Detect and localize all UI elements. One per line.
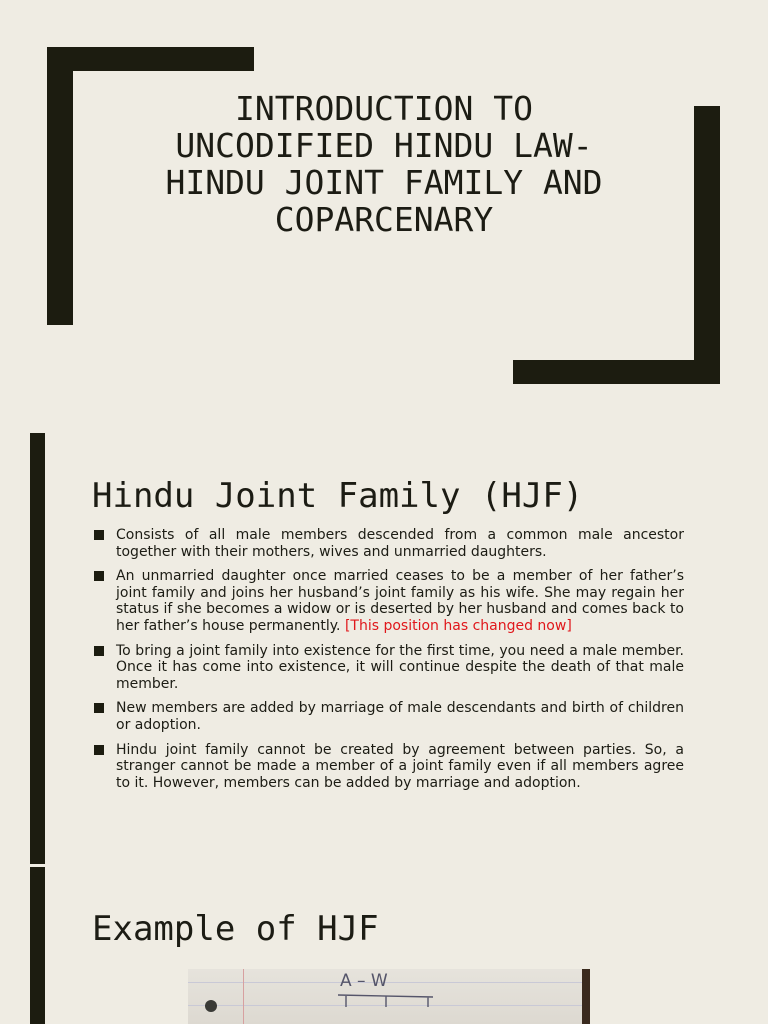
bullet-item [92,568,684,634]
family-tree-photo [188,969,590,1024]
bullet-text: New members are added by marriage of male descendants and birth of children or adoption. [116,700,684,733]
square-bullet-icon [94,745,104,755]
square-bullet-icon [94,571,104,581]
frame-bar-top-left-vertical [47,47,73,325]
bullet-item [92,700,684,733]
square-bullet-icon [94,703,104,713]
slide-accent-bar [30,433,45,864]
bullet-text: An unmarried daughter once married ceases to be a member of her father’s joint family and joins her husband’s joint family as his wife. She may regain her status if she becomes a widow or is deserted by her husband and comes back to her father’s house permanently. [116,568,684,634]
slide-title-line: UNCODIFIED HINDU LAW- [175,126,593,165]
tree-branch-lines [338,995,433,1007]
frame-bar-bottom-right-horizontal [513,360,720,384]
bullet-text: To bring a joint family into existence for the first time, you need a male member. Once it has come into existence, it will continue despite the death of that male member. [116,642,684,692]
slide-accent-bar [30,867,45,1024]
bullet-text: Hindu joint family cannot be created by agreement between parties. So, a stranger cannot be made a member of a joint family even if all members agree to it. However, members can be added by marriage and adoption. [116,741,684,791]
example-heading: Example of HJF [92,909,379,949]
slide-title-line: INTRODUCTION TO [234,89,533,128]
handwritten-text: A – W [340,971,388,991]
bullet-text: Consists of all male members descended from a common male ancestor together with their mothers, wives and unmarried daughters. [116,527,684,560]
bullet-item [92,742,684,792]
hjf-heading: Hindu Joint Family (HJF) [92,476,584,516]
bullet-item [92,527,684,560]
square-bullet-icon [94,646,104,656]
frame-bar-top-left-horizontal [47,47,254,71]
frame-bar-bottom-right-vertical [694,106,720,384]
bullet-highlight: [This position has changed now] [344,617,572,634]
slide-title-line: COPARCENARY [274,200,494,239]
bullet-item [92,643,684,693]
square-bullet-icon [94,530,104,540]
hjf-bullet-list [92,527,684,799]
slide-title-line: HINDU JOINT FAMILY AND [165,163,603,202]
handwriting-sketch [188,969,590,1024]
slide-title [110,90,658,238]
